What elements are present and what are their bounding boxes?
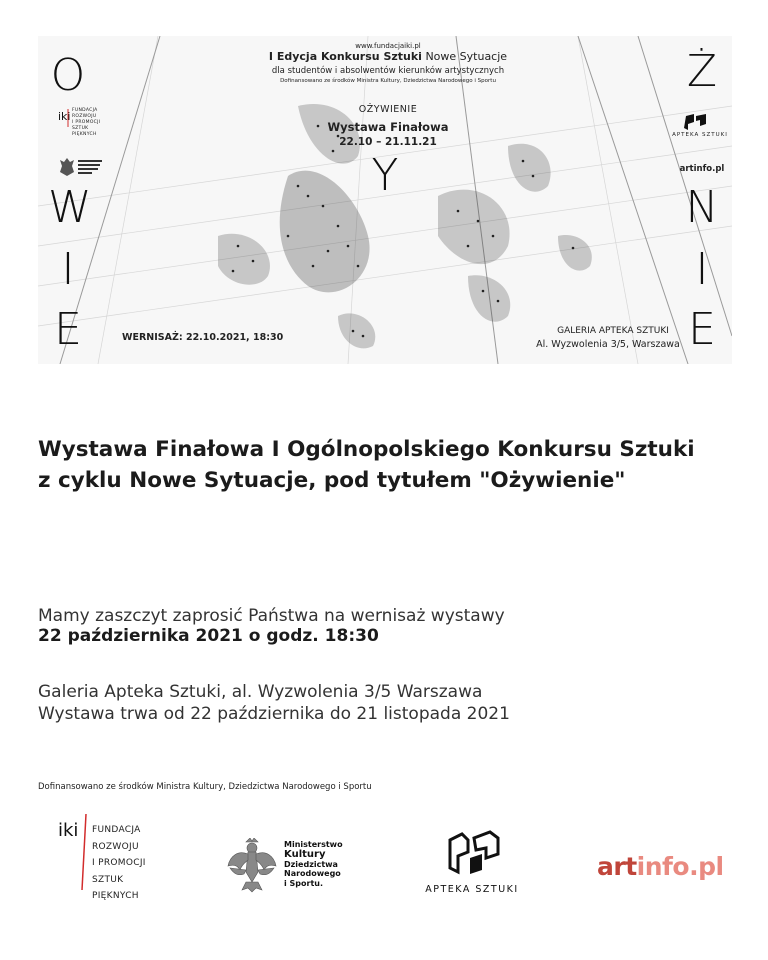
apteka-mark-icon (446, 830, 502, 880)
banner-letter-y: Y (371, 150, 399, 201)
frp-line: ROZWOJU (92, 841, 139, 852)
ministry-text (284, 840, 343, 888)
funding-credit: Dofinansowano ze środków Ministra Kultury, Dziedzictwa Narodowego i Sportu (38, 782, 372, 792)
banner-letter-i: I (61, 244, 75, 295)
frp-line: SZTUK (92, 874, 124, 885)
banner-letter-w: W (48, 182, 92, 233)
banner-ozywienie: OŻYWIENIE (358, 104, 418, 115)
exhibition-duration: Wystawa trwa od 22 października do 21 listopada 2021 (38, 704, 510, 724)
eagle-emblem-icon (226, 838, 278, 894)
ministry-line: Kultury (284, 848, 326, 860)
frp-line: I PROMOCJI (92, 858, 146, 868)
ministry-logo (226, 838, 356, 898)
artinfo-info: info.pl (636, 852, 724, 881)
banner-apteka-label: APTEKA SZTUKI (672, 132, 728, 138)
banner-letter-n: N (685, 182, 719, 233)
svg-text:iki: iki (58, 820, 79, 841)
artinfo-logo (597, 852, 724, 881)
ministry-line: i Sportu. (284, 878, 324, 888)
invitation-date: 22 października 2021 o godz. 18:30 (38, 626, 379, 646)
banner-address: Al. Wyzwolenia 3/5, Warszawa (536, 339, 680, 350)
banner-frp-icon (58, 108, 70, 128)
location-address: Galeria Apteka Sztuki, al. Wyzwolenia 3/5 Warszawa (38, 682, 483, 702)
banner-artinfo: artinfo.pl (679, 164, 725, 174)
frp-line: FUNDACJA (92, 825, 141, 835)
banner-frp-line: I PROMOCJI (72, 120, 101, 125)
banner-letter-z: Ż (686, 46, 718, 97)
banner-letter-e: E (54, 304, 82, 355)
apteka-sztuki-logo (418, 830, 538, 900)
artinfo-art: art (597, 852, 637, 881)
banner-gallery: GALERIA APTEKA SZTUKI (557, 326, 669, 336)
frp-logo (58, 812, 178, 912)
ministry-line: Narodowego (284, 869, 341, 878)
banner-frp-line: ROZWOJU (72, 114, 97, 119)
banner-letter-e2: E (688, 304, 716, 355)
banner-title (228, 50, 548, 63)
banner-dates: 22.10 – 21.11.21 (339, 136, 437, 148)
banner-apteka-icon (682, 114, 712, 132)
frp-line: PIĘKNYCH (92, 891, 139, 901)
banner-frp-text (72, 108, 100, 138)
ministry-line: Ministerstwo (284, 840, 343, 849)
banner-title-bold: I Edycja Konkursu Sztuki (268, 50, 422, 63)
banner-frp-line: SZTUK (72, 126, 89, 131)
banner-frp-line: FUNDACJA (72, 108, 98, 113)
apteka-label: APTEKA SZTUKI (425, 884, 519, 895)
frp-text (92, 822, 146, 905)
heading-line-1: Wystawa Finałowa I Ogólnopolskiego Konkursu Sztuki (38, 437, 695, 462)
svg-text:iki: iki (58, 110, 70, 123)
banner-frp-logo (58, 108, 118, 148)
invitation-line-1: Mamy zaszczyt zaprosić Państwa na wernisaż wystawy (38, 606, 505, 626)
exhibition-banner (38, 36, 732, 364)
banner-letter-i2: I (695, 244, 709, 295)
ministry-line: Dziedzictwa (284, 859, 338, 869)
banner-title-rest: Nowe Sytuacje (421, 50, 508, 63)
banner-funding: Dofinansowano ze środków Ministra Kultury, Dziedzictwa Narodowego i Sportu (280, 78, 496, 84)
banner-letter-o: O (50, 50, 86, 101)
banner-ministry-icon (60, 156, 106, 178)
page-heading (38, 434, 738, 496)
banner-subtitle: dla studentów i absolwentów kierunków artystycznych (271, 66, 505, 76)
banner-frp-line: PIĘKNYCH (72, 132, 97, 137)
frp-mark-icon (58, 812, 90, 892)
banner-wernisaz: WERNISAŻ: 22.10.2021, 18:30 (122, 332, 284, 343)
banner-wystawa: Wystawa Finałowa (327, 120, 449, 134)
heading-line-2: z cyklu Nowe Sytuacje, pod tytułem "Ożywienie" (38, 468, 626, 493)
banner-url: www.fundacjaiki.pl (355, 42, 421, 50)
